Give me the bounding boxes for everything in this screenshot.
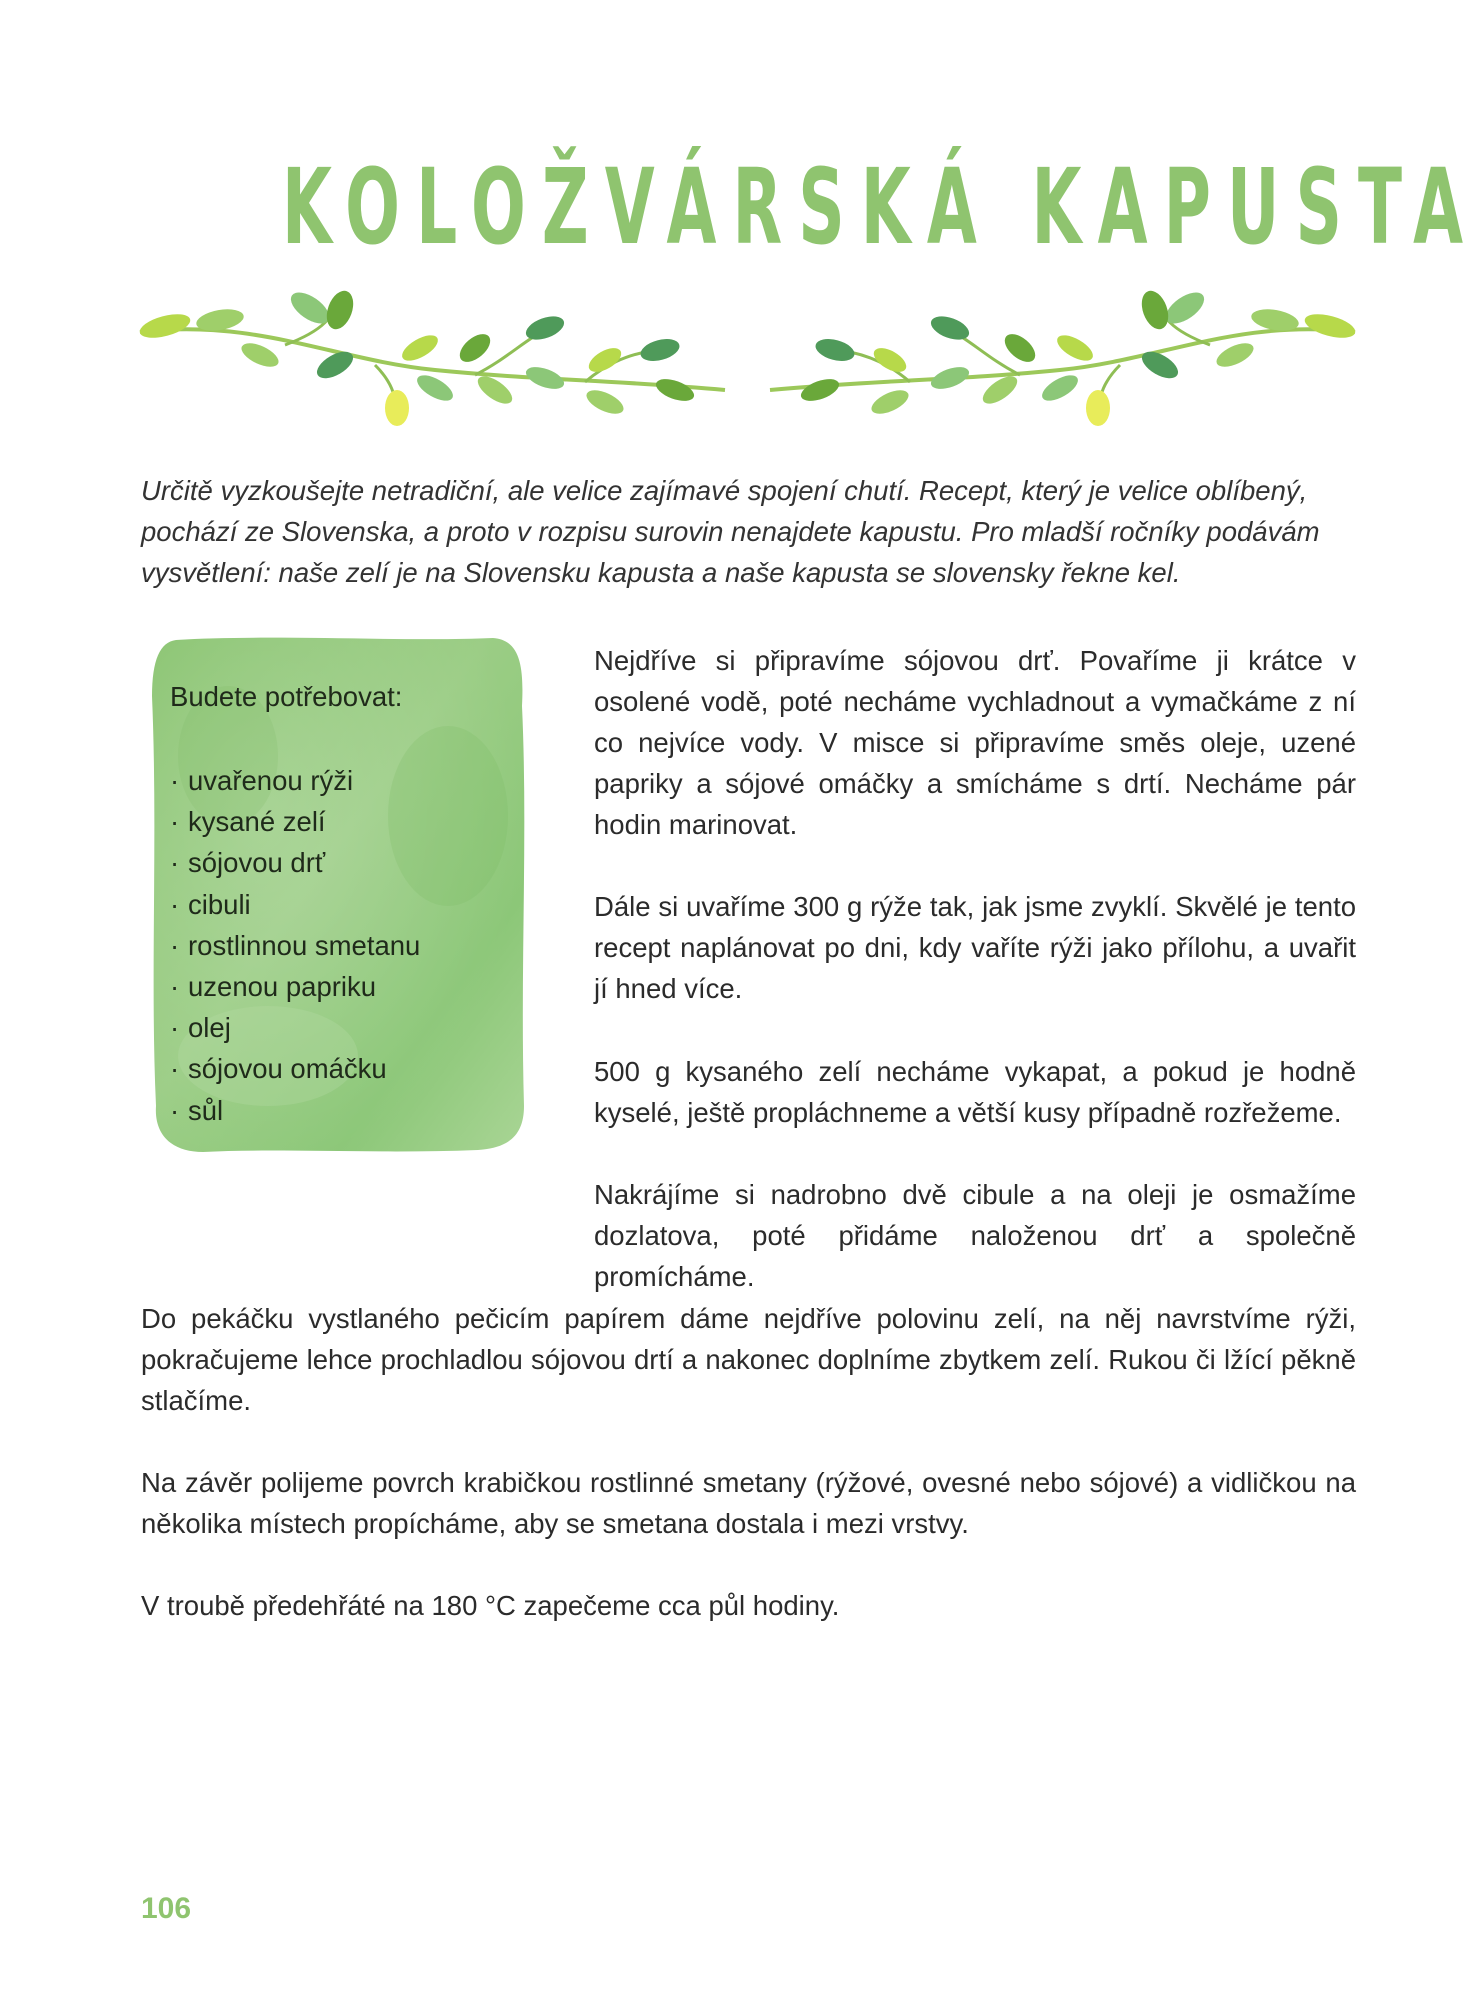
list-item bbox=[170, 801, 530, 842]
ingredient-label: cibuli bbox=[188, 888, 251, 920]
list-item bbox=[170, 925, 530, 966]
step-paragraph-7: V troubě předehřáté na 180 °C zapečeme cca půl hodiny. bbox=[141, 1590, 840, 1621]
bullet: · bbox=[170, 929, 180, 961]
left-vine bbox=[137, 290, 725, 426]
step-paragraph-2: Dále si uvaříme 300 g rýže tak, jak jsme zvyklí. Skvělé je tento recept naplánovat po dni, kdy vaříte rýži jako přílohu, a uvařit jí hned více. bbox=[594, 891, 1356, 1004]
intro-paragraph: Určitě vyzkoušejte netradiční, ale velice zajímavé spojení chutí. Recept, který je velice oblíbený, pochází ze Slovenska, a proto v rozpisu surovin nenajdete kapustu. Pro mladší ročníky podávám vysvětlení: naše zelí je na Slovensku kapusta a naše kapusta se slovensky řekne kel. bbox=[141, 475, 1320, 588]
bullet: · bbox=[170, 1012, 180, 1044]
step-paragraph-4: Nakrájíme si nadrobno dvě cibule a na oleji je osmažíme dozlatova, poté přidáme naloženou drť a společně promícháme. bbox=[594, 1179, 1356, 1292]
bullet: · bbox=[170, 888, 180, 920]
ingredient-label: uvařenou rýži bbox=[188, 765, 354, 796]
ingredient-label: olej bbox=[188, 1012, 231, 1044]
right-vine bbox=[770, 290, 1358, 426]
bullet: · bbox=[170, 806, 180, 838]
ingredient-label: uzenou papriku bbox=[188, 971, 377, 1003]
ingredient-label: rostlinnou smetanu bbox=[188, 929, 421, 961]
bullet: · bbox=[170, 847, 180, 879]
bullet: · bbox=[170, 971, 180, 1003]
ingredients-box bbox=[148, 636, 530, 1156]
list-item bbox=[170, 884, 530, 925]
list-item bbox=[170, 966, 530, 1007]
recipe-title: KOLOŽVÁRSKÁ KAPUSTA bbox=[281, 146, 1480, 268]
list-item bbox=[170, 760, 530, 801]
step-paragraph-6: Na závěr polijeme povrch krabičkou rostlinné smetany (rýžové, ovesné nebo sójové) a vidličkou na několika místech propícháme, aby se smetana dostala i mezi vrstvy. bbox=[141, 1467, 1356, 1539]
ingredients-list bbox=[170, 760, 530, 1131]
ingredient-label: sůl bbox=[188, 1094, 224, 1126]
step-paragraph-5: Do pekáčku vystlaného pečicím papírem dáme nejdříve polovinu zelí, na něj navrstvíme rýži, pokračujeme lehce prochladlou sójovou drtí a nakonec doplníme zbytkem zelí. Rukou či lžící pěkně stlačíme. bbox=[141, 1303, 1356, 1416]
step-paragraph-1: Nejdříve si připravíme sójovou drť. Povaříme ji krátce v osolené vodě, poté necháme vychladnout a vymačkáme z ní co nejvíce vody. V misce si připravíme směs oleje, uzené papriky a sójové omáčky a smícháme s drtí. Necháme pár hodin marinovat. bbox=[594, 645, 1356, 840]
list-item bbox=[170, 1090, 530, 1131]
ingredient-label: sójovou drť bbox=[188, 847, 326, 879]
list-item bbox=[170, 1048, 530, 1089]
page-number: 106 bbox=[141, 1892, 192, 1925]
ingredient-label: sójovou omáčku bbox=[188, 1053, 387, 1085]
ingredient-label: kysané zelí bbox=[188, 806, 326, 838]
leaf-vine-ornament bbox=[135, 290, 1360, 435]
list-item bbox=[170, 1007, 530, 1048]
ingredients-content bbox=[170, 676, 530, 1131]
bullet: · bbox=[170, 1053, 180, 1085]
ingredients-heading: Budete potřebovat: bbox=[170, 681, 403, 712]
list-item bbox=[170, 842, 530, 883]
step-paragraph-3: 500 g kysaného zelí necháme vykapat, a pokud je hodně kyselé, ještě propláchneme a větší kusy případně rozřežeme. bbox=[594, 1056, 1356, 1128]
bullet: · bbox=[170, 765, 180, 796]
bullet: · bbox=[170, 1094, 180, 1126]
